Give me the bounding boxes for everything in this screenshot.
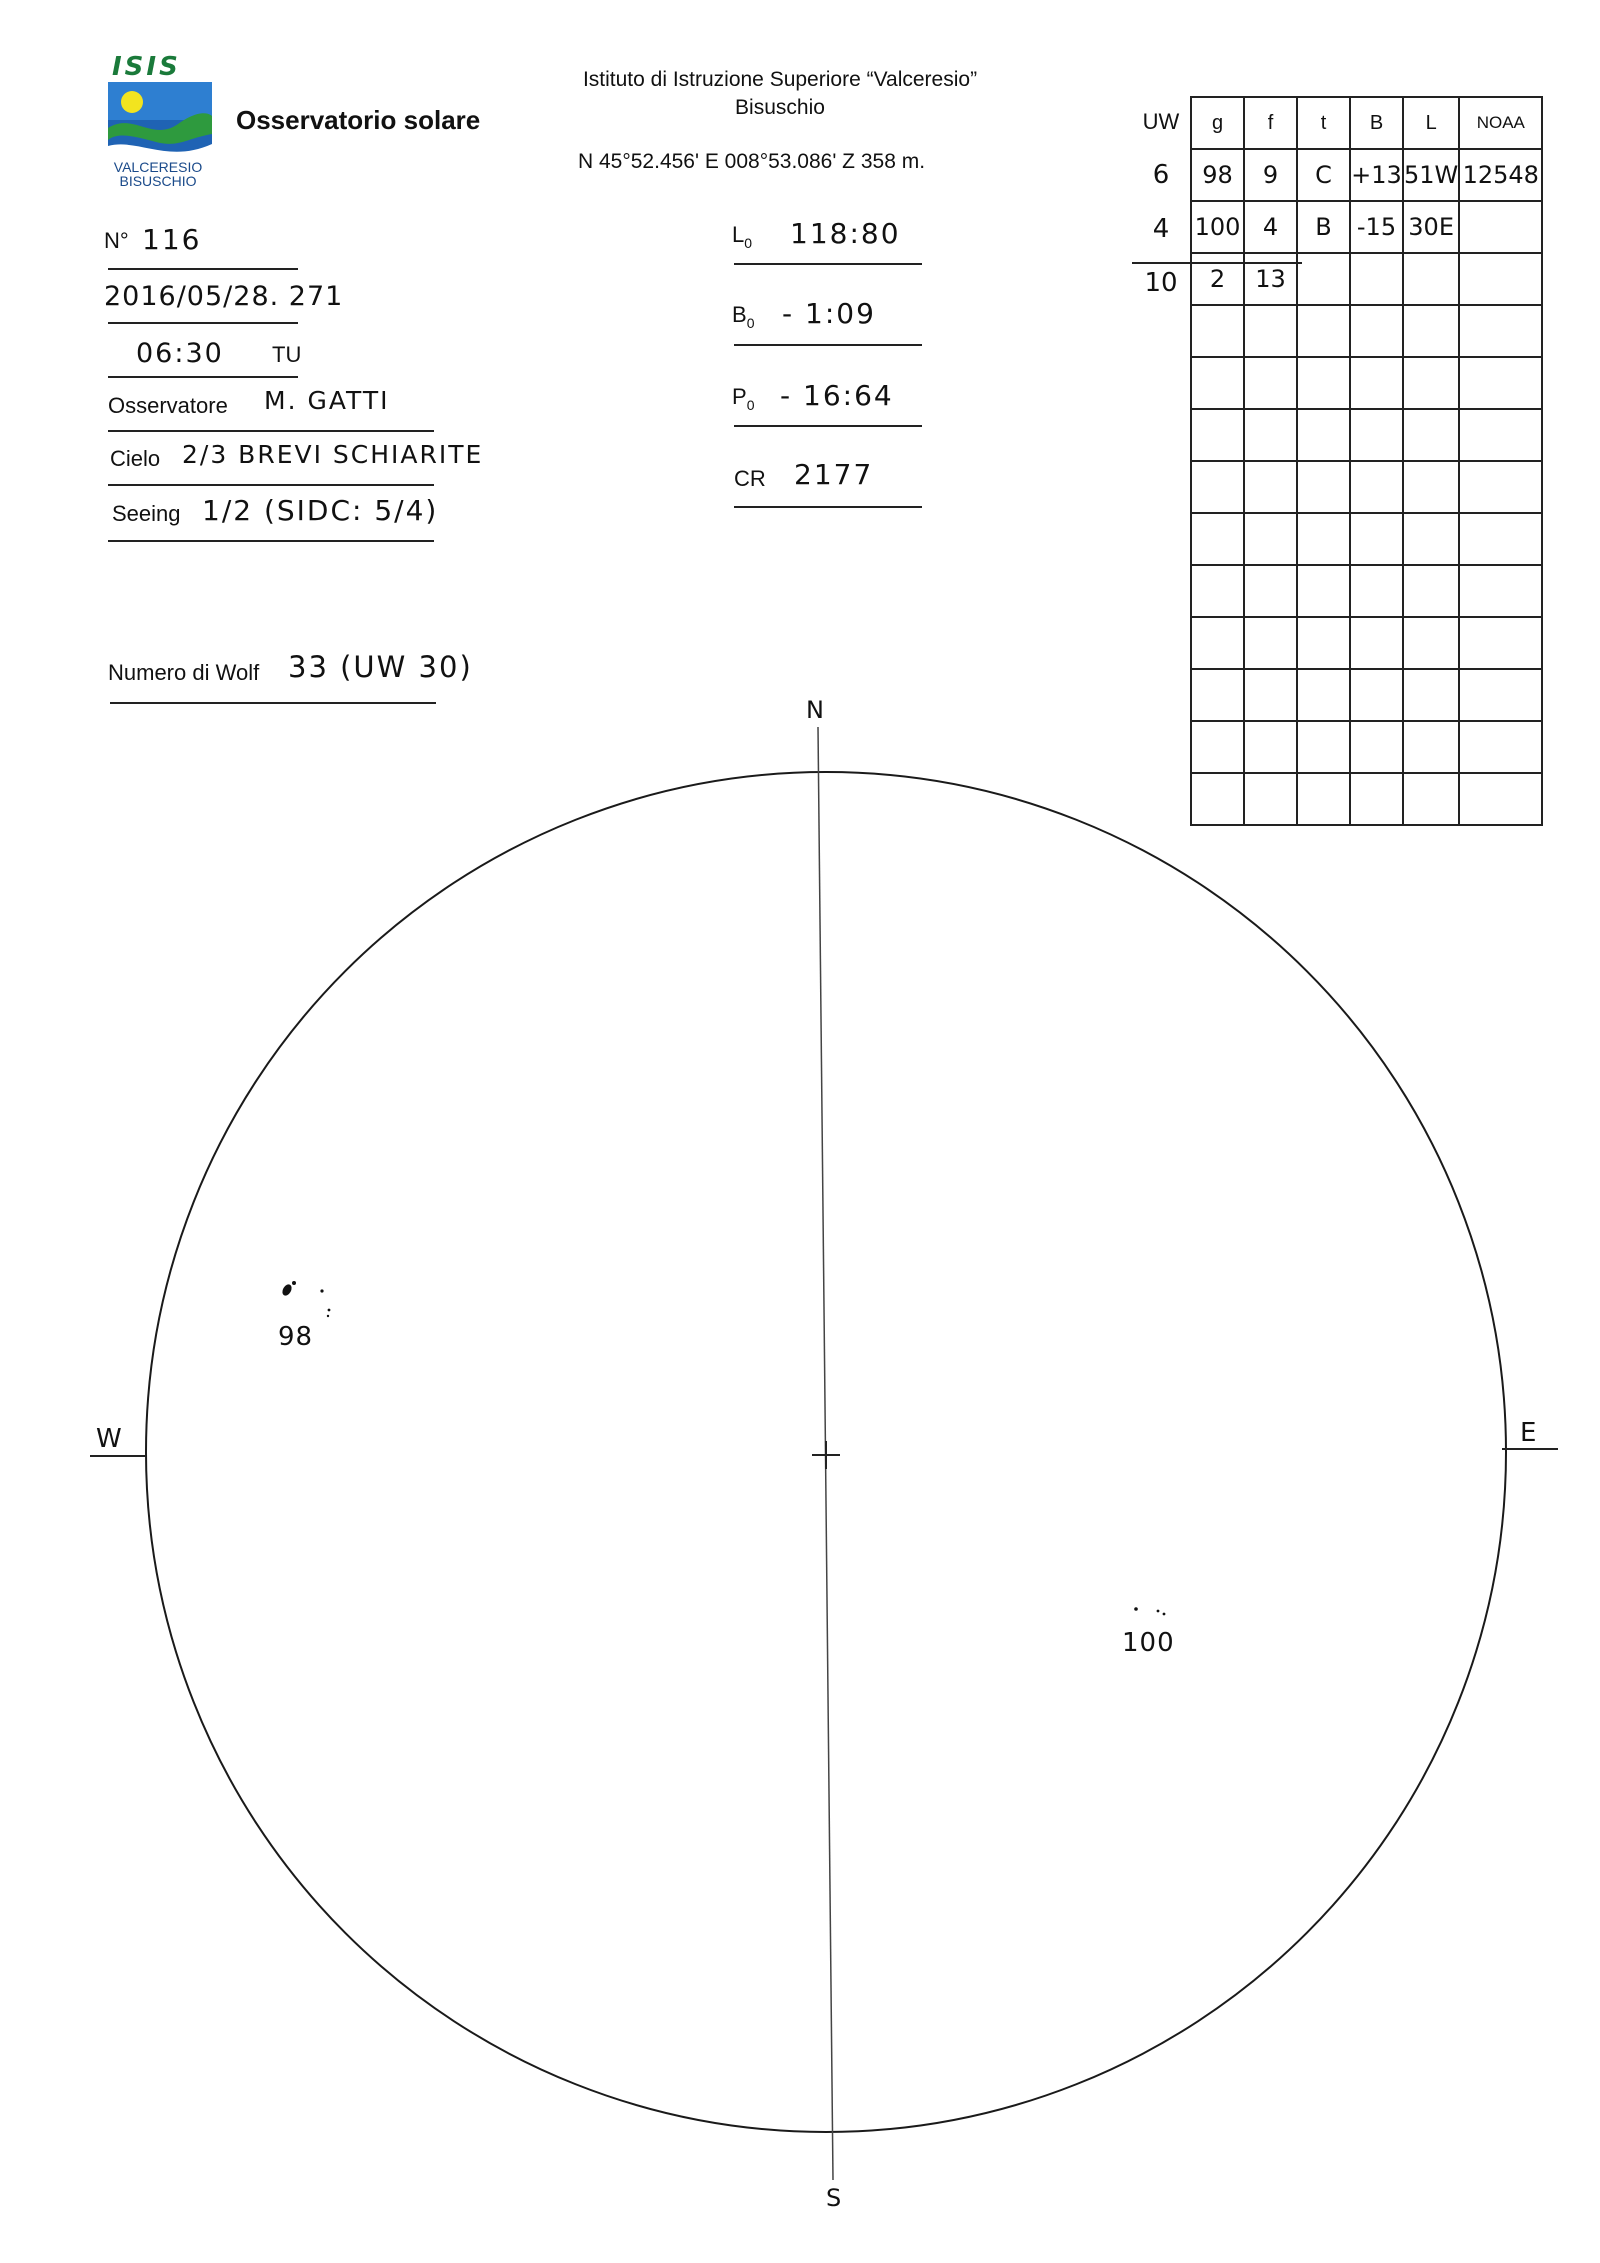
time-value: 06:30 [136,338,224,369]
west-label: W [96,1424,124,1454]
group-100-label: 100 [1122,1628,1175,1658]
table-cell: 4 [1244,201,1297,253]
logo-text: ISIS [112,52,181,82]
institute-line-1: Istituto di Istruzione Superiore “Valceresio” [582,68,978,91]
seeing-value: 1/2 (SIDC: 5/4) [202,494,439,527]
logo-caption-line-1: VALCERESIO [113,159,203,175]
east-label: E [1520,1418,1539,1448]
number-value: 116 [142,223,202,256]
sunspot-98-main [281,1283,294,1297]
wolf-label: Numero di Wolf [108,660,260,685]
table-cell: 30E [1403,201,1459,253]
sunspot-100-spot [1163,1613,1166,1616]
uw-value: 6 [1152,160,1170,190]
number-label: N° [104,228,129,253]
logo-caption-line-2: BISUSCHIO [119,173,197,189]
table-cell: 2 [1191,253,1244,305]
sunspot-98-spot [292,1281,296,1285]
sunspot-98-spot [328,1309,331,1312]
uw-value: 4 [1152,214,1170,244]
uw-total: 10 [1144,268,1178,298]
table-cell: 51W [1403,149,1459,201]
sunspot-100-spot [1157,1610,1160,1613]
l0-label: $L_0$ [732,222,753,251]
table-cell: 13 [1244,253,1297,305]
observatory-title: Osservatorio solare [236,105,481,135]
table-cell: 98 [1191,149,1244,201]
l0-value: 118:80 [790,217,901,250]
seeing-label: Seeing [112,501,181,526]
sunspot-100-spot [1134,1607,1138,1611]
group-98-label: 98 [278,1322,314,1352]
institute-line-2: Bisuschio [735,96,825,119]
table-header-b: B [1350,97,1403,149]
table-header-f: f [1244,97,1297,149]
observer-value: M. GATTI [264,386,390,415]
table-header-noaa: NOAA [1459,97,1542,149]
table-cell: C [1297,149,1350,201]
table-cell: 100 [1191,201,1244,253]
table-header-t: t [1297,97,1350,149]
p0-label: $P_0$ [732,384,755,413]
cr-label: CR [734,466,766,491]
sunspot-98-spot [327,1315,329,1317]
b0-label: $B_0$ [732,302,755,331]
table-cell: +13 [1350,149,1403,201]
sunspot-98-spot [320,1289,323,1292]
table-cell: 12548 [1459,149,1542,201]
date-value: 2016/05/28. 271 [104,281,344,312]
uw-header: UW [1142,109,1180,134]
table-cell: 9 [1244,149,1297,201]
p0-value: - 16:64 [780,379,894,412]
observatory-coordinates: N 45°52.456' E 008°53.086' Z 358 m. [578,150,926,173]
wolf-value: 33 (UW 30) [288,650,473,684]
table-header-l: L [1403,97,1459,149]
sky-value: 2/3 BREVI SCHIARITE [182,440,484,469]
north-label: N [806,696,826,724]
observer-label: Osservatore [108,393,228,418]
table-cell: B [1297,201,1350,253]
cr-value: 2177 [794,458,874,491]
b0-value: - 1:09 [782,297,876,330]
table-header-g: g [1191,97,1244,149]
sky-label: Cielo [110,446,161,471]
table-cell: -15 [1350,201,1403,253]
time-unit: TU [272,342,302,367]
south-label: S [826,2184,844,2212]
